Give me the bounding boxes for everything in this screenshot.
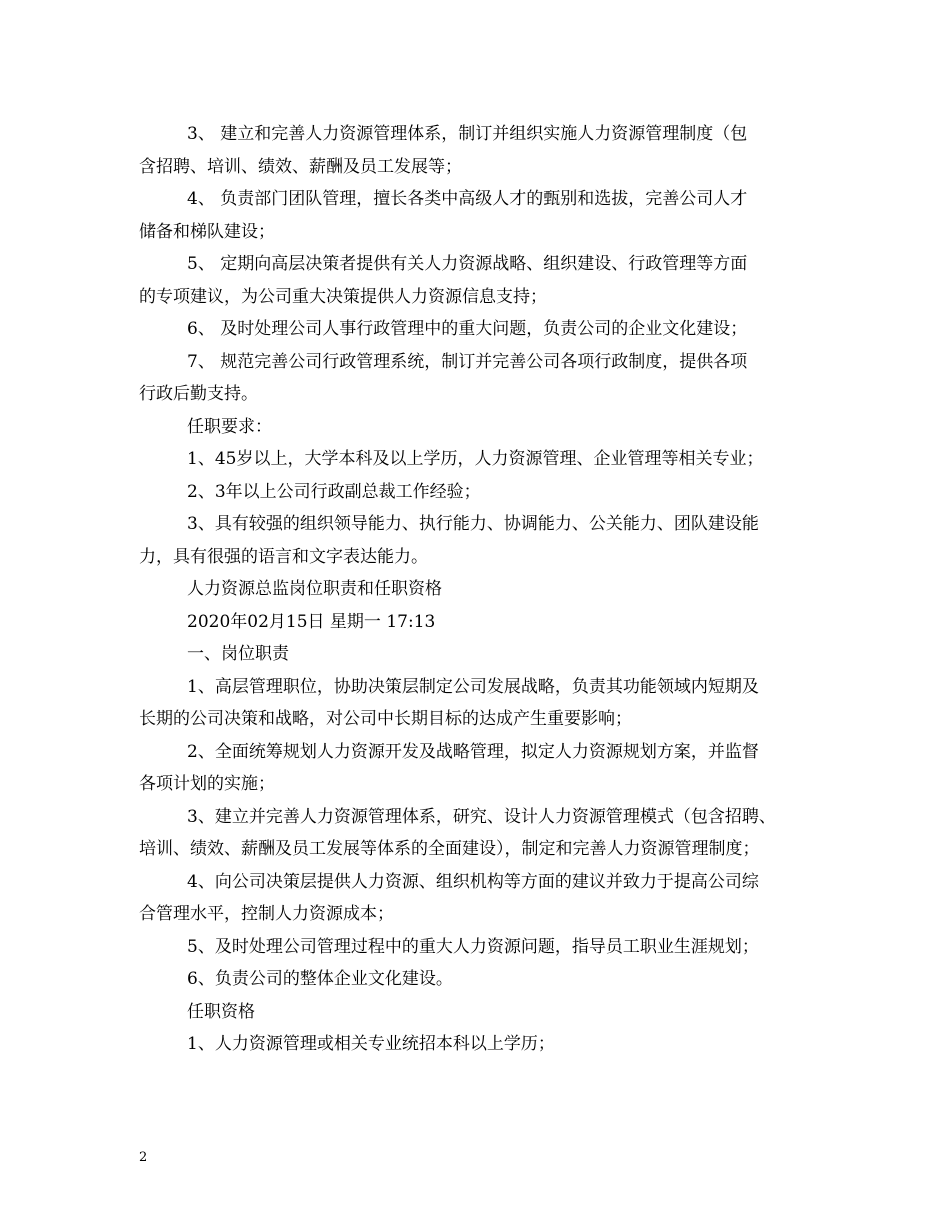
text-line: 任职资格 xyxy=(187,1001,255,1022)
text-line: 4、向公司决策层提供人力资源、组织机构等方面的建议并致力于提高公司综 xyxy=(187,871,759,892)
text-line: 行政后勤支持。 xyxy=(139,384,258,404)
text-line: 3、建立并完善人力资源管理体系，研究、设计人力资源管理模式（包含招聘、 xyxy=(187,806,776,827)
text-line: 5、 定期向高层决策者提供有关人力资源战略、组织建设、行政管理等方面 xyxy=(187,254,748,274)
text-line: 3、具有较强的组织领导能力、执行能力、协调能力、公关能力、团队建设能 xyxy=(187,514,759,534)
text-line: 3、 建立和完善人力资源管理体系，制订并组织实施人力资源管理制度（包 xyxy=(187,124,748,144)
text-line: 6、 及时处理公司人事行政管理中的重大问题，负责公司的企业文化建设； xyxy=(187,319,748,339)
text-line: 1、高层管理职位，协助决策层制定公司发展战略，负责其功能领域内短期及 xyxy=(187,676,759,697)
text-line: 任职要求： xyxy=(187,416,272,437)
text-line: 一、岗位职责 xyxy=(187,644,289,664)
document-body xyxy=(139,118,819,1061)
text-line: 2、3年以上公司行政副总裁工作经验； xyxy=(187,481,481,502)
text-line: 长期的公司决策和战略，对公司中长期目标的达成产生重要影响； xyxy=(139,709,632,729)
page-number: 2 xyxy=(139,1150,148,1165)
text-line: 储备和梯队建设； xyxy=(139,221,275,242)
text-line: 2020年02月15日 星期一 17:13 xyxy=(187,611,436,632)
text-line: 4、 负责部门团队管理，擅长各类中高级人才的甄别和选拔，完善公司人才 xyxy=(187,189,748,209)
text-line: 5、及时处理公司管理过程中的重大人力资源问题，指导员工职业生涯规划； xyxy=(187,936,759,957)
text-line: 7、 规范完善公司行政管理系统，制订并完善公司各项行政制度，提供各项 xyxy=(187,351,748,372)
text-line: 合管理水平，控制人力资源成本； xyxy=(139,904,394,924)
text-line: 1、人力资源管理或相关专业统招本科以上学历； xyxy=(187,1034,555,1054)
text-line: 力，具有很强的语言和文字表达能力。 xyxy=(139,546,428,567)
text-line: 各项计划的实施； xyxy=(139,774,275,794)
text-line: 2、全面统筹规划人力资源开发及战略管理，拟定人力资源规划方案，并监督 xyxy=(187,741,759,762)
text-line: 含招聘、培训、绩效、薪酬及员工发展等； xyxy=(139,156,462,177)
text-line: 6、负责公司的整体企业文化建设。 xyxy=(187,969,453,989)
text-line: 培训、绩效、薪酬及员工发展等体系的全面建设），制定和完善人力资源管理制度； xyxy=(139,839,760,859)
text-line: 人力资源总监岗位职责和任职资格 xyxy=(187,579,442,599)
text-line: 的专项建议，为公司重大决策提供人力资源信息支持； xyxy=(139,286,547,307)
text-line: 1、45岁以上，大学本科及以上学历，人力资源管理、企业管理等相关专业； xyxy=(187,449,764,469)
